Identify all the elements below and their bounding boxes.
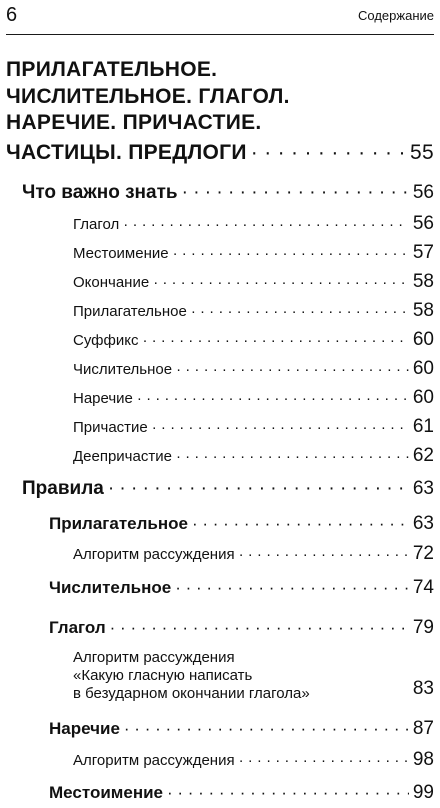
toc-entry-numeral[interactable] (49, 577, 434, 599)
page-ref: 56 (412, 213, 434, 234)
leader-dots (167, 783, 409, 803)
page-ref: 57 (412, 242, 434, 263)
toc-subentry[interactable] (73, 213, 434, 235)
page-ref: 98 (412, 749, 434, 770)
leader-dots (108, 478, 409, 500)
entry-label-line: «Какую гласную написать (73, 667, 253, 684)
entry-label-line: в безударном окончании глагола» (73, 685, 310, 702)
entry-label-line: Алгоритм рассуждения (73, 649, 235, 666)
leader-dots (176, 361, 409, 378)
page-ref: 79 (412, 617, 434, 638)
toc-subentry[interactable] (73, 242, 434, 264)
page-ref: 58 (412, 300, 434, 321)
entry-label: Окончание (73, 274, 150, 291)
page-ref: 83 (412, 678, 434, 699)
leader-dots (142, 332, 408, 349)
page-ref: 58 (412, 271, 434, 292)
entry-label: Суффикс (73, 332, 139, 349)
entry-label: Правила (22, 478, 104, 499)
entry-label: Деепричастие (73, 448, 172, 465)
page-ref: 60 (412, 358, 434, 379)
toc-subentry[interactable] (73, 445, 434, 467)
entry-label: Числительное (49, 578, 172, 597)
leader-dots (173, 245, 409, 262)
leader-dots (153, 274, 409, 291)
leader-dots (176, 448, 409, 465)
leader-dots (239, 546, 409, 563)
page-ref: 99 (412, 782, 434, 803)
toc-subentry[interactable] (73, 416, 434, 438)
toc-entry-rules[interactable] (22, 478, 434, 500)
entry-label: Прилагательное (73, 303, 187, 320)
entry-label: Числительное (73, 361, 173, 378)
toc-entry-adjective[interactable] (49, 513, 434, 535)
page-ref: 74 (412, 577, 434, 598)
page-ref: 63 (412, 478, 434, 499)
toc-subentry[interactable] (73, 300, 434, 322)
running-header (6, 0, 434, 35)
page-ref: 61 (412, 416, 434, 437)
chapter-title-line: ЧИСЛИТЕЛЬНОЕ. ГЛАГОЛ. (6, 84, 290, 108)
leader-dots (192, 514, 409, 534)
entry-label: Глагол (73, 216, 120, 233)
toc-subentry[interactable] (73, 329, 434, 351)
entry-label: Местоимение (73, 245, 169, 262)
leader-dots (251, 141, 406, 165)
entry-label: Алгоритм рассуждения (73, 546, 235, 563)
entry-label: Наречие (73, 390, 133, 407)
toc-entry-adverb[interactable] (49, 718, 434, 740)
entry-label: Наречие (49, 719, 120, 738)
leader-dots (182, 182, 409, 204)
chapter-title-line: ПРИЛАГАТЕЛЬНОЕ. (6, 58, 218, 81)
leader-dots (137, 390, 409, 407)
toc-subentry-algorithm[interactable] (73, 543, 434, 565)
toc-entry-chapter[interactable] (6, 141, 434, 165)
leader-dots (110, 618, 409, 638)
toc-entry-verb[interactable] (49, 617, 434, 639)
chapter-title-line: ЧАСТИЦЫ. ПРЕДЛОГИ (6, 141, 247, 164)
page-ref: 55 (410, 141, 434, 164)
entry-label: Что важно знать (22, 182, 178, 203)
page-ref: 63 (412, 513, 434, 534)
toc-subentry[interactable] (73, 271, 434, 293)
chapter-heading (6, 57, 434, 137)
toc-subentry-algorithm[interactable] (73, 749, 434, 771)
page-number: 6 (6, 4, 18, 26)
leader-dots (124, 719, 409, 739)
toc-subentry-algorithm-multiline[interactable] (73, 649, 434, 703)
entry-label: Прилагательное (49, 514, 188, 533)
page-ref: 60 (412, 387, 434, 408)
leader-dots (191, 303, 409, 320)
leader-dots (123, 216, 409, 233)
toc-entry-what-to-know[interactable] (22, 182, 434, 204)
entry-label: Причастие (73, 419, 148, 436)
page-ref: 62 (412, 445, 434, 466)
page-ref: 87 (412, 718, 434, 739)
running-head-title: Содержание (358, 8, 434, 23)
leader-dots (239, 752, 409, 769)
entry-label: Местоимение (49, 783, 163, 802)
toc-subentry[interactable] (73, 387, 434, 409)
entry-label: Глагол (49, 618, 106, 637)
entry-label: Алгоритм рассуждения (73, 752, 235, 769)
page-ref: 56 (412, 182, 434, 203)
chapter-title-line: НАРЕЧИЕ. ПРИЧАСТИЕ. (6, 111, 262, 134)
page-ref: 72 (412, 543, 434, 564)
toc-entry-pronoun[interactable] (49, 782, 434, 804)
page-ref: 60 (412, 329, 434, 350)
toc-subentry[interactable] (73, 358, 434, 380)
leader-dots (152, 419, 409, 436)
leader-dots (175, 578, 409, 598)
